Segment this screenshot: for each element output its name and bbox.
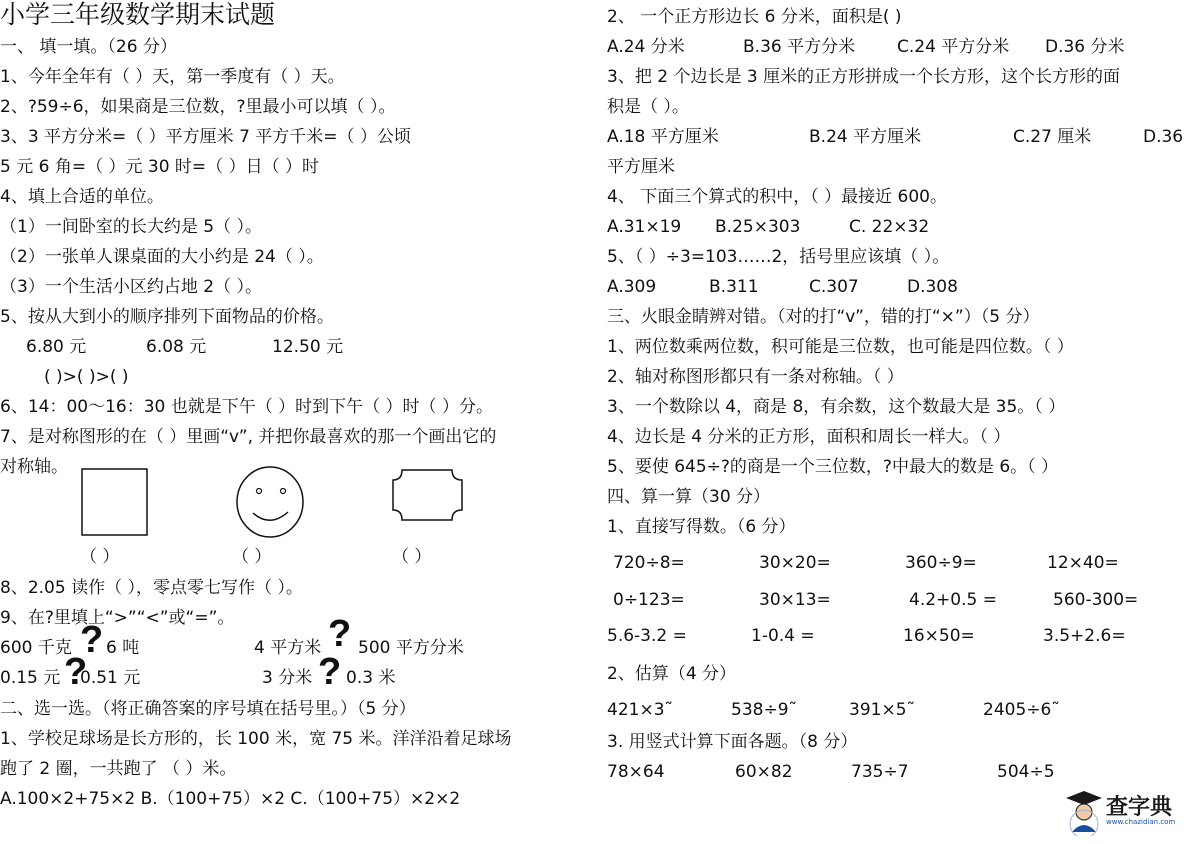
option: C. 22×32 xyxy=(849,217,930,237)
calc-item: 720÷8= xyxy=(613,553,685,573)
answer-blank: （ ） xyxy=(80,547,120,567)
option: B.36 平方分米 xyxy=(743,37,856,57)
option: C.24 平方分米 xyxy=(897,37,1010,57)
question-1-1: 1、今年全年有（ ）天，第一季度有（ ）天。 xyxy=(0,67,345,87)
calc-item: 3.5+2.6= xyxy=(1043,626,1126,646)
vertical-calc-item: 60×82 xyxy=(735,762,793,782)
section-1-heading: 一、 填一填。（26 分） xyxy=(0,37,177,57)
calc-item: 1-0.4 = xyxy=(751,626,815,646)
question-1-3a: 3、3 平方分米=（ ）平方厘米 7 平方千米=（ ）公顷 xyxy=(0,127,411,147)
section-4-heading: 四、算一算（30 分） xyxy=(607,487,771,507)
compare-left: 4 平方米 xyxy=(254,638,322,658)
question-1-4: 4、填上合适的单位。 xyxy=(0,187,164,207)
price-item: 12.50 元 xyxy=(272,337,344,357)
judge-item-2: 2、轴对称图形都只有一条对称轴。（ ） xyxy=(607,367,904,387)
square-shape xyxy=(82,469,147,535)
page-title: 小学三年级数学期末试题 xyxy=(0,0,276,29)
vertical-calc-item: 78×64 xyxy=(607,762,665,782)
question-1-4-3: （3）一个生活小区约占地 2（ ）。 xyxy=(0,277,262,297)
price-order-blanks: ( )>( )>( ) xyxy=(44,367,129,387)
logo-text: 查字典 xyxy=(1106,795,1173,820)
question-1-4-2: （2）一张单人课桌面的大小约是 24（ ）。 xyxy=(0,247,324,267)
calc-item: 4.2+0.5 = xyxy=(909,590,997,610)
question-1-3b: 5 元 6 角=（ ）元 30 时=（ ）日（ ）时 xyxy=(0,157,319,177)
choice-question-4: 4、 下面三个算式的积中，（ ）最接近 600。 xyxy=(607,187,947,207)
estimate-item: 2405÷6˜ xyxy=(983,700,1060,720)
calc-item: 30×13= xyxy=(759,590,831,610)
answer-blank: （ ） xyxy=(392,547,432,567)
calc-item: 360÷9= xyxy=(905,553,977,573)
answer-blank: （ ） xyxy=(232,547,272,567)
calc-item: 0÷123= xyxy=(613,590,685,610)
calc-part-1-heading: 1、直接写得数。（6 分） xyxy=(607,517,796,537)
vertical-calc-item: 735÷7 xyxy=(851,762,909,782)
question-mark-box: ? xyxy=(328,613,352,655)
choice-question-5: 5、（ ）÷3=103……2，括号里应该填（ ）。 xyxy=(607,247,950,267)
question-1-7b: 对称轴。 xyxy=(0,457,68,477)
option: A.18 平方厘米 xyxy=(607,127,719,147)
judge-item-1: 1、两位数乘两位数，积可能是三位数，也可能是四位数。（ ） xyxy=(607,337,1074,357)
question-1-4-1: （1）一间卧室的长大约是 5（ ）。 xyxy=(0,217,262,237)
calc-part-3-heading: 3. 用竖式计算下面各题。（8 分） xyxy=(607,732,858,752)
question-1-9: 9、在?里填上“>”“<”或“=”。 xyxy=(0,608,235,628)
estimate-item: 421×3˜ xyxy=(607,700,674,720)
option: B.311 xyxy=(709,277,759,297)
question-mark-box: ? xyxy=(318,651,342,693)
section-3-heading: 三、火眼金睛辨对错。（对的打“v”，错的打“×”）（5 分） xyxy=(607,307,1040,327)
judge-item-4: 4、边长是 4 分米的正方形，面积和周长一样大。（ ） xyxy=(607,427,1011,447)
question-mark-box: ? xyxy=(64,651,88,693)
compare-left: 0.15 元 xyxy=(0,668,61,688)
calc-item: 560-300= xyxy=(1053,590,1139,610)
price-item: 6.08 元 xyxy=(146,337,207,357)
rounded-frame-shape xyxy=(393,470,462,520)
compare-right: 0.3 米 xyxy=(346,668,396,688)
logo-url: www.chazidian.com xyxy=(1106,818,1176,826)
compare-right: 6 吨 xyxy=(106,638,140,658)
calc-item: 16×50= xyxy=(903,626,975,646)
graduate-cap-icon xyxy=(1064,788,1104,836)
choice-question-3c: 平方厘米 xyxy=(607,157,675,177)
vertical-calc-item: 504÷5 xyxy=(997,762,1055,782)
calc-item: 5.6-3.2 = xyxy=(607,626,687,646)
calc-part-2-heading: 2、估算（4 分） xyxy=(607,664,737,684)
judge-item-3: 3、一个数除以 4，商是 8，有余数，这个数最大是 35。（ ） xyxy=(607,397,1066,417)
question-mark-box: ? xyxy=(80,619,104,661)
option: D.36 xyxy=(1143,127,1184,147)
option: A.309 xyxy=(607,277,657,297)
chazidian-logo xyxy=(1064,788,1184,836)
choice-question-1-options: A.100×2+75×2 B.（100+75）×2 C.（100+75）×2×2 xyxy=(0,789,461,809)
calc-item: 12×40= xyxy=(1047,553,1119,573)
option: D.308 xyxy=(907,277,958,297)
option: C.27 厘米 xyxy=(1013,127,1092,147)
question-1-5: 5、按从大到小的顺序排列下面物品的价格。 xyxy=(0,307,334,327)
option: A.24 分米 xyxy=(607,37,685,57)
option: B.24 平方厘米 xyxy=(809,127,922,147)
question-1-8: 8、2.05 读作（ ），零点零七写作（ ）。 xyxy=(0,578,303,598)
compare-right: 0.51 元 xyxy=(80,668,141,688)
choice-question-1b: 跑了 2 圈，一共跑了 （ ）米。 xyxy=(0,759,237,779)
option: A.31×19 xyxy=(607,217,682,237)
choice-question-1a: 1、学校足球场是长方形的，长 100 米，宽 75 米。洋洋沿着足球场 xyxy=(0,729,512,749)
compare-right: 500 平方分米 xyxy=(358,638,464,658)
calc-item: 30×20= xyxy=(759,553,831,573)
smiley-face-shape xyxy=(237,467,303,537)
price-item: 6.80 元 xyxy=(26,337,87,357)
estimate-item: 538÷9˜ xyxy=(731,700,798,720)
option: B.25×303 xyxy=(715,217,801,237)
option: C.307 xyxy=(809,277,859,297)
judge-item-5: 5、要使 645÷?的商是一个三位数，?中最大的数是 6。（ ） xyxy=(607,457,1059,477)
choice-question-3b: 积是（ ）。 xyxy=(607,97,689,117)
compare-left: 600 千克 xyxy=(0,638,72,658)
compare-left: 3 分米 xyxy=(262,668,313,688)
choice-question-2: 2、 一个正方形边长 6 分米，面积是( ) xyxy=(607,7,902,27)
question-1-2: 2、?59÷6，如果商是三位数，?里最小可以填（ ）。 xyxy=(0,97,396,117)
question-1-6: 6、14：00～16：30 也就是下午（ ）时到下午（ ）时（ ）分。 xyxy=(0,397,493,417)
section-2-heading: 二、选一选。（将正确答案的序号填在括号里。）（5 分） xyxy=(0,699,416,719)
estimate-item: 391×5˜ xyxy=(849,700,916,720)
question-1-7a: 7、是对称图形的在（ ）里画“v”, 并把你最喜欢的那一个画出它的 xyxy=(0,427,497,447)
option: D.36 分米 xyxy=(1045,37,1125,57)
choice-question-3a: 3、把 2 个边长是 3 厘米的正方形拼成一个长方形，这个长方形的面 xyxy=(607,67,1121,87)
